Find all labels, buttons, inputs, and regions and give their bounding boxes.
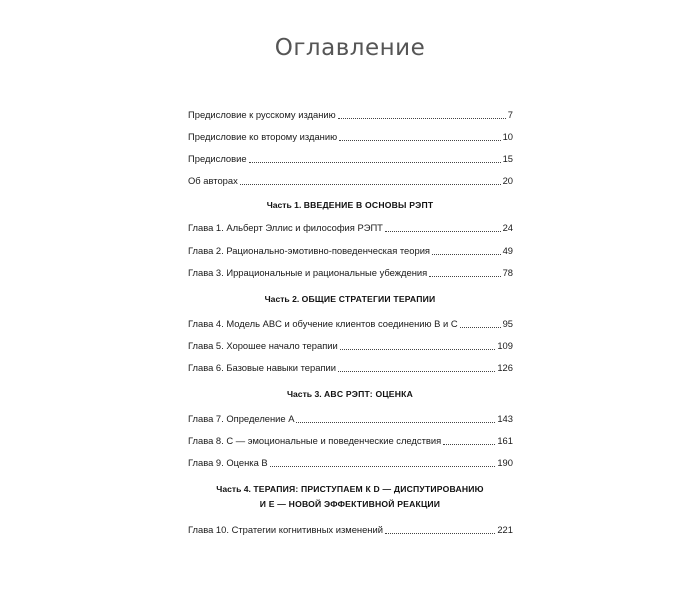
toc-entry[interactable]	[188, 127, 513, 143]
toc-entry-page: 109	[497, 340, 513, 351]
toc-entry-page: 95	[502, 318, 513, 329]
toc-entry-page: 161	[497, 435, 513, 446]
dot-leader	[429, 276, 500, 277]
part-name: ABC РЭПТ: ОЦЕНКА	[324, 389, 413, 399]
toc-entry[interactable]	[188, 409, 513, 425]
toc-entry-page: 143	[497, 413, 513, 424]
toc-entry-page: 7	[507, 109, 513, 120]
toc-entry-label: Глава 2. Рационально-эмотивно-поведенческая теория	[188, 245, 431, 256]
dot-leader	[249, 162, 501, 163]
part-name-line-2: И E — НОВОЙ ЭФФЕКТИВНОЙ РЕАКЦИИ	[259, 499, 441, 509]
part-number: Часть 1.	[266, 200, 302, 210]
toc-entry-page: 78	[502, 267, 513, 278]
dot-leader	[296, 422, 495, 423]
dot-leader	[270, 466, 496, 467]
toc-entry-label: Глава 10. Стратегии когнитивных изменений	[188, 524, 383, 535]
toc-entry-label: Предисловие	[188, 153, 247, 164]
toc-entry-page: 10	[502, 131, 513, 142]
toc-entry[interactable]	[188, 453, 513, 469]
toc-entry[interactable]	[188, 336, 513, 352]
toc-entry-label: Глава 6. Базовые навыки терапии	[188, 362, 336, 373]
toc-entry-page: 15	[502, 153, 513, 164]
toc-entry-page: 49	[502, 245, 513, 256]
toc-entry[interactable]	[188, 358, 513, 374]
toc-entry-label: Глава 1. Альберт Эллис и философия РЭПТ	[188, 222, 383, 233]
toc-entry[interactable]	[188, 105, 513, 121]
part-number: Часть 2.	[264, 294, 300, 304]
toc-entry-label: Глава 7. Определение A	[188, 413, 295, 424]
part-number: Часть 4.	[216, 484, 251, 494]
toc-entry-label: Глава 3. Иррациональные и рациональные убеждения	[188, 267, 428, 278]
part-heading[interactable]	[0, 198, 700, 212]
part-name: ОБЩИЕ СТРАТЕГИИ ТЕРАПИИ	[301, 294, 436, 304]
toc-entry-label: Об авторах	[188, 175, 238, 186]
toc-entry-page: 20	[502, 175, 513, 186]
toc-entry[interactable]	[188, 431, 513, 447]
toc-entry-page: 24	[502, 222, 513, 233]
toc-entry-label: Предисловие ко второму изданию	[188, 131, 338, 142]
dot-leader	[338, 371, 495, 372]
toc-entry-page: 126	[497, 362, 513, 373]
toc-entry[interactable]	[188, 218, 513, 234]
part-heading[interactable]	[0, 292, 700, 306]
part-heading[interactable]	[0, 387, 700, 401]
dot-leader	[339, 140, 500, 141]
toc-entry[interactable]	[188, 263, 513, 279]
toc-entry-label: Глава 9. Оценка B	[188, 457, 268, 468]
part-heading[interactable]	[0, 482, 700, 496]
page-title: Оглавление	[274, 35, 426, 61]
toc-entry-label: Глава 4. Модель ABC и обучение клиентов соединению B и C	[188, 318, 458, 329]
toc-entry[interactable]	[188, 314, 513, 330]
dot-leader	[340, 349, 496, 350]
dot-leader	[385, 231, 501, 232]
dot-leader	[385, 533, 495, 534]
dot-leader	[240, 184, 501, 185]
dot-leader	[338, 118, 506, 119]
part-heading-continued	[0, 497, 700, 511]
toc-entry[interactable]	[188, 149, 513, 165]
toc-entry-label: Глава 5. Хорошее начало терапии	[188, 340, 338, 351]
dot-leader	[443, 444, 495, 445]
toc-entry-label: Предисловие к русскому изданию	[188, 109, 336, 120]
toc-entry-page: 190	[497, 457, 513, 468]
dot-leader	[460, 327, 501, 328]
part-name: ТЕРАПИЯ: ПРИСТУПАЕМ К D — ДИСПУТИРОВАНИЮ	[253, 484, 484, 494]
toc-entry[interactable]	[188, 171, 513, 187]
toc-entry[interactable]	[188, 520, 513, 536]
toc-entry[interactable]	[188, 241, 513, 257]
part-name: ВВЕДЕНИЕ В ОСНОВЫ РЭПТ	[303, 200, 434, 210]
toc-entry-label: Глава 8. C — эмоциональные и поведенческие следствия	[188, 435, 442, 446]
toc-entry-page: 221	[497, 524, 513, 535]
dot-leader	[432, 254, 501, 255]
part-number: Часть 3.	[286, 389, 322, 399]
